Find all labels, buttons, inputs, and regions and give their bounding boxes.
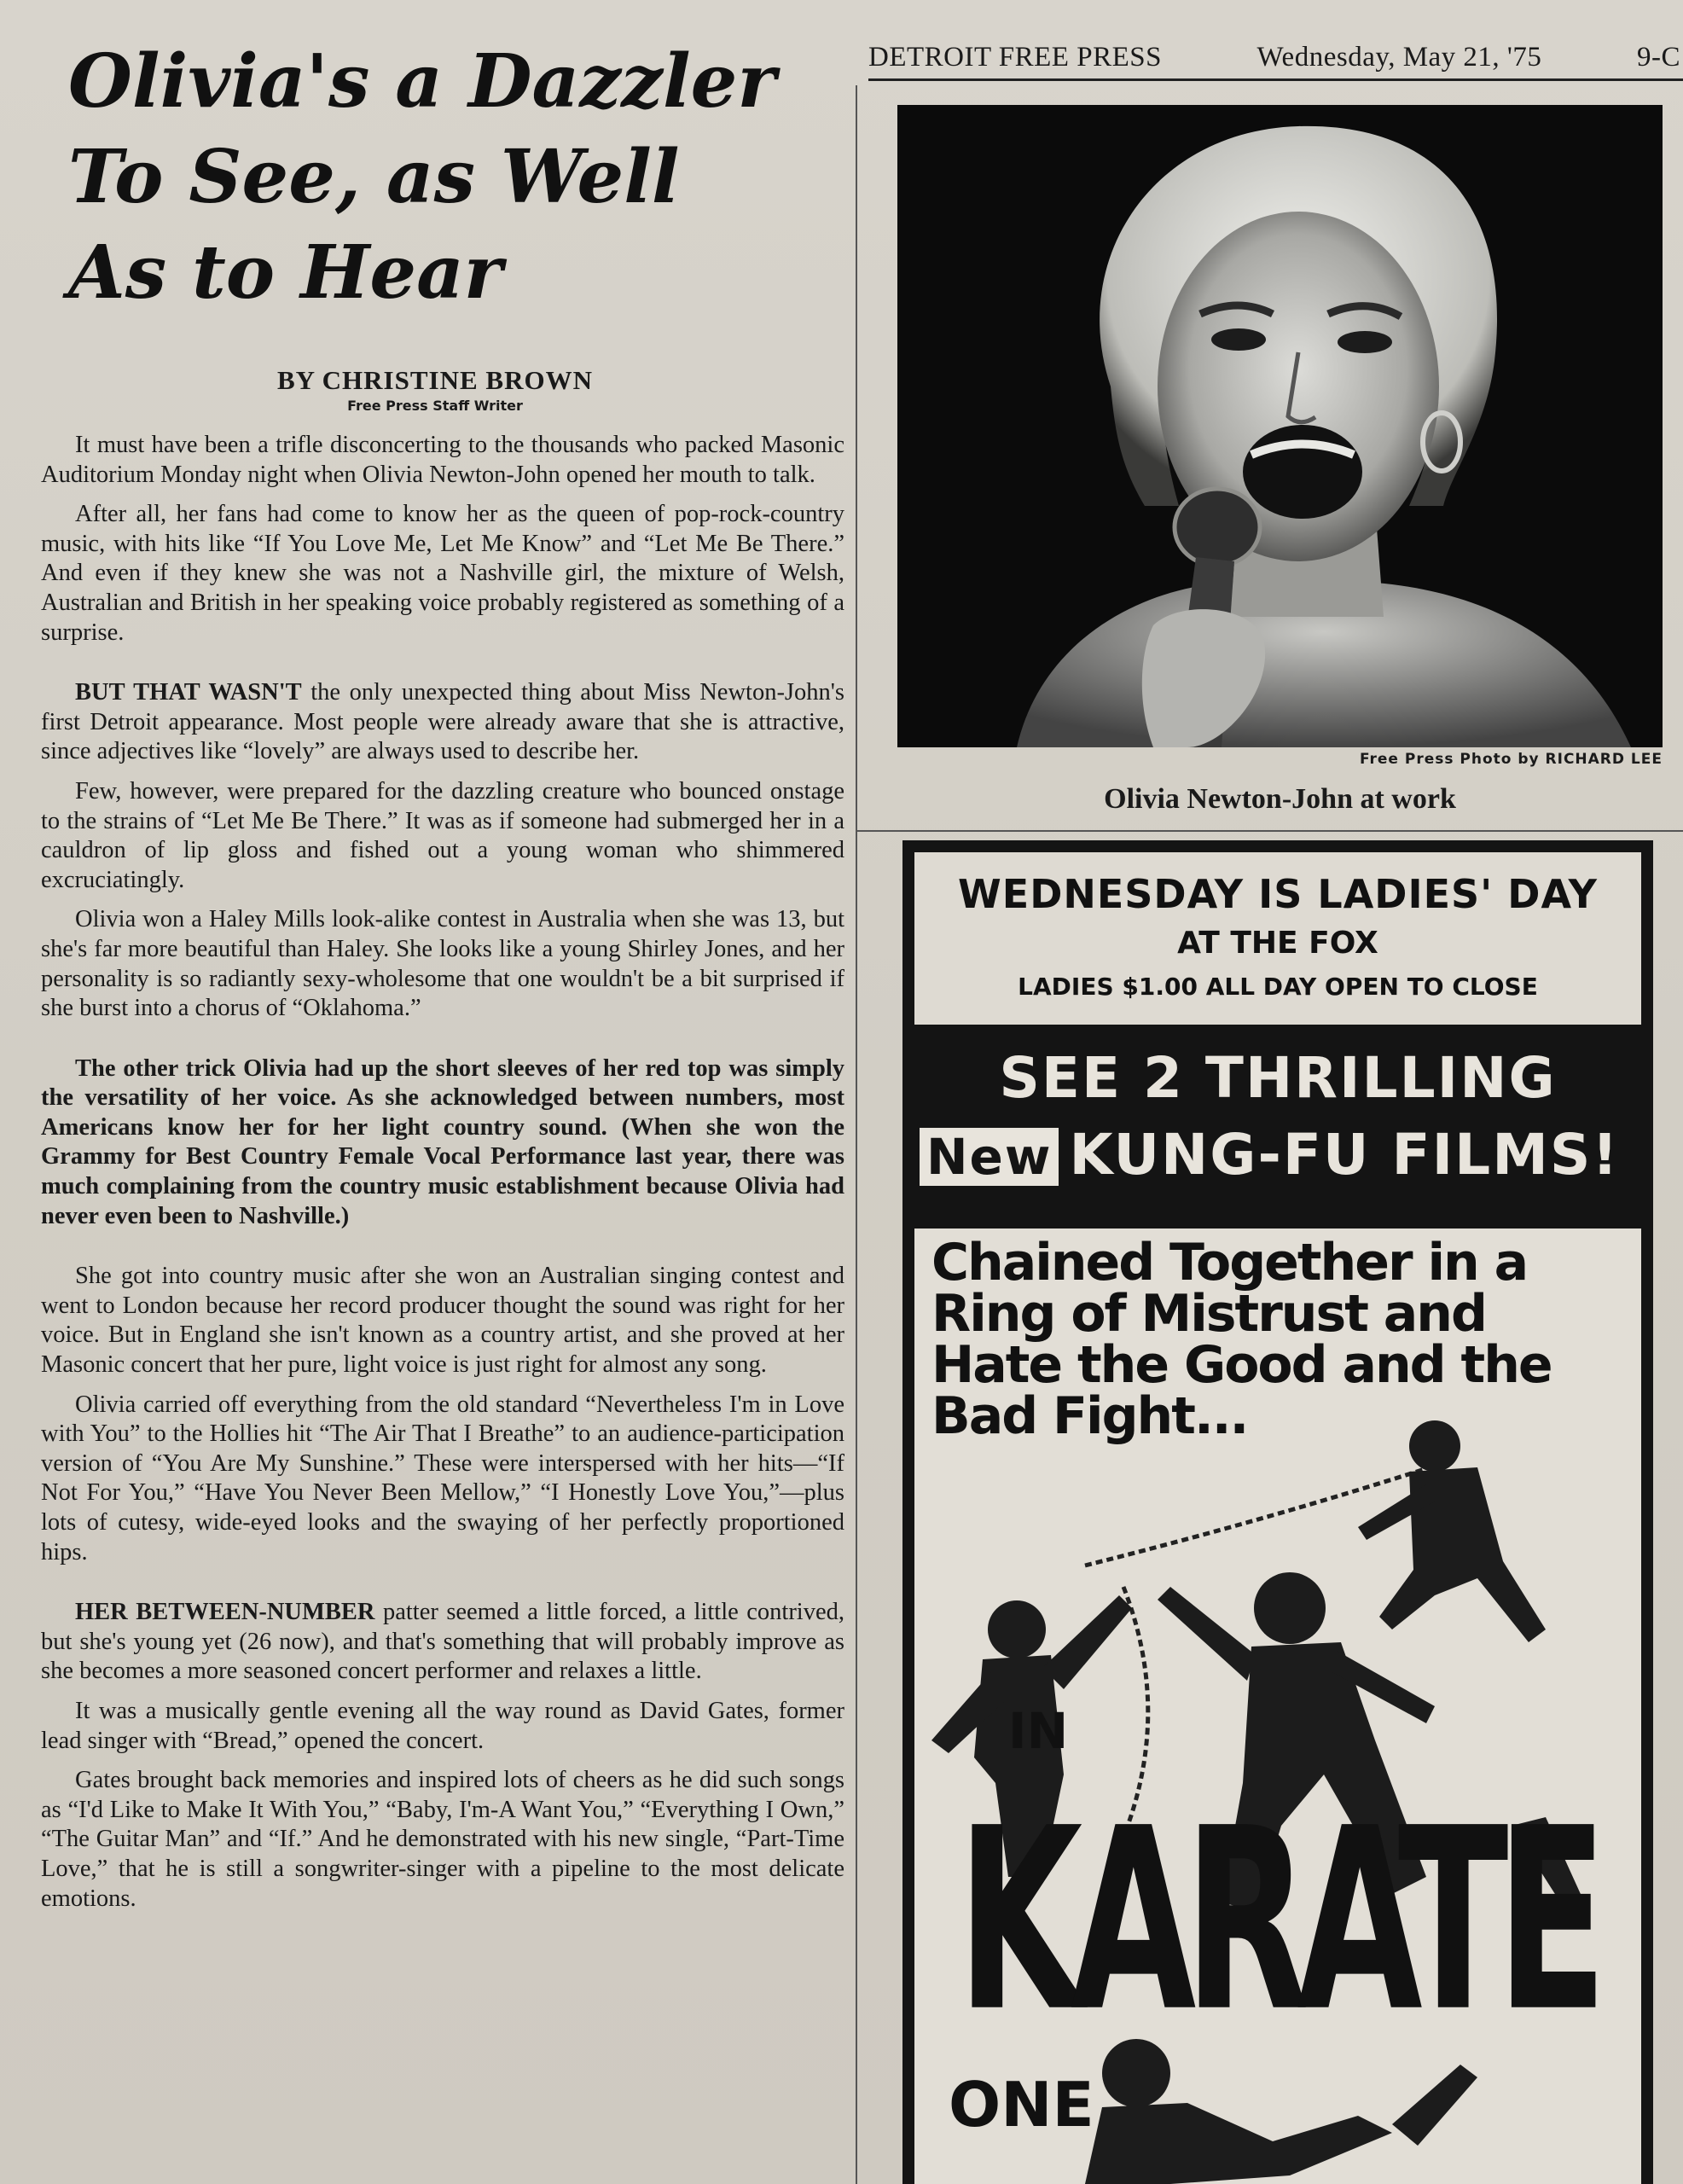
caption-rule [857,830,1683,832]
singer-photo [897,105,1663,747]
paper-name: DETROIT FREE PRESS [868,41,1162,73]
photo-credit: Free Press Photo by RICHARD LEE [1359,751,1663,768]
ad-ladies-day: WEDNESDAY IS LADIES' DAY [958,871,1598,917]
byline-affiliation: Free Press Staff Writer [347,398,523,414]
movie-advertisement [902,840,1653,2184]
paragraph-5: Olivia won a Haley Mills look-alike contest in Australia when she was 13, but she's far more beautiful than Haley. She looks like a young Shirley Jones, and her personality is so radiantly sexy-wholesome that one wouldn't be a bit surprised if she burst into a chorus of “Oklahoma.” [41,906,844,1022]
ad-see-thrilling: SEE 2 THRILLING [999,1045,1557,1111]
byline: BY CHRISTINE BROWN [277,365,593,395]
article [26,34,844,2184]
ad-in: IN [1008,1702,1069,1760]
paragraph-4: Few, however, were prepared for the dazzling creature who bounced onstage to the strains of “Let Me Be There.” It was as if someone had submerged her in a cauldron of lip gloss and fished out a young woman who shimmered excruciatingly. [41,777,844,893]
ad-ladies-day-box [914,852,1641,1025]
headline-line-1: Olivia's a Dazzler [68,38,776,125]
ad-new-badge: New [920,1128,1059,1186]
ad-kung-fu-line [920,1122,1653,1188]
paragraph-3: BUT THAT WASN'T the only unexpected thing about Miss Newton-John's first Detroit appearance. Most people were already aware that she is attractive, since adjectives like “lovely” are always used to describe her. [41,679,844,765]
headline-line-2: To See, as Well [68,134,680,220]
headline-line-3: As to Hear [68,229,503,316]
column-divider [856,85,857,2184]
ad-price: LADIES $1.00 ALL DAY OPEN TO CLOSE [1018,973,1538,1001]
article-body [26,431,844,1914]
headline [68,34,844,321]
paragraph-11: Gates brought back memories and inspired lots of cheers as he did such songs as “I'd Like to Make It With You,” “Baby, I'm-A Want You,” “Everything I Own,” “The Guitar Man” and “If.” And he demonstrated with his new single, “Part-Time Love,” that he is still a songwriter-singer with a pipeline to the most delicate emotions. [41,1767,844,1912]
paragraph-7: She got into country music after she won an Australian singing contest and went to London because her record producer thought the sound was right for her voice. But in England she isn't known as a country artist, and she proved at her Masonic concert that her pure, light voice is just right for almost any song. [41,1263,844,1379]
page-number: 9-C [1636,41,1680,73]
singer-photo-art [897,105,1663,747]
ad-kung-fu: KUNG-FU FILMS! [1069,1122,1620,1188]
paragraph-2: After all, her fans had come to know her as the queen of pop-rock-country music, with hits like “If You Love Me, Let Me Know” and “Let Me Be There.” And even if they knew she was not a Nashville girl, the mixture of Welsh, Australian and British in her speaking voice probably registered as something of a surprise. [41,501,844,646]
paragraph-9: HER BETWEEN-NUMBER patter seemed a little forced, a little contrived, but she's young yet (26 now), and that's something that will probably improve as she becomes a more seasoned concert performer and relaxes a little. [41,1599,844,1685]
paragraph-8: Olivia carried off everything from the old standard “Nevertheless I'm in Love with You” to the Hollies hit “The Air That I Breathe” to an audience-participation version of “You Are My Sunshine.” These were interspersed with her hits—“If Not For You,” “Have You Never Been Mellow,” “I Honestly Love You,”—plus lots of cutesy, wide-eyed looks and the swaying of her perfectly proportioned hips. [41,1391,844,1565]
paragraph-1: It must have been a trifle disconcerting to the thousands who packed Masonic Auditorium Monday night when Olivia Newton-John opened her mouth to talk. [41,432,844,488]
ad-tagline: Chained Together in a Ring of Mistrust and Hate the Good and the Bad Fight... [931,1233,1552,1446]
masthead [868,36,1680,78]
paragraph-10: It was a musically gentle evening all the way round as David Gates, former lead singer with “Bread,” opened the concert. [41,1697,844,1754]
ad-one-by-one: ONE [949,2069,1094,2140]
masthead-rule [868,78,1683,81]
ad-venue: AT THE FOX [1177,926,1378,961]
paragraph-6: The other trick Olivia had up the short sleeves of her red top was simply the versatility of her voice. As she acknowledged between numbers, most Americans know her for her light country sound. (When she won the Grammy for Best Country Female Vocal Performance last year, there was much complaining from the country music establishment because Olivia had never even been to Nashville.) [41,1054,844,1229]
ad-karate-title: KARATE [957,1774,1596,2067]
ad-poster-panel [914,1228,1641,2184]
issue-date: Wednesday, May 21, '75 [1256,41,1542,73]
photo-caption: Olivia Newton-John at work [1104,783,1456,815]
